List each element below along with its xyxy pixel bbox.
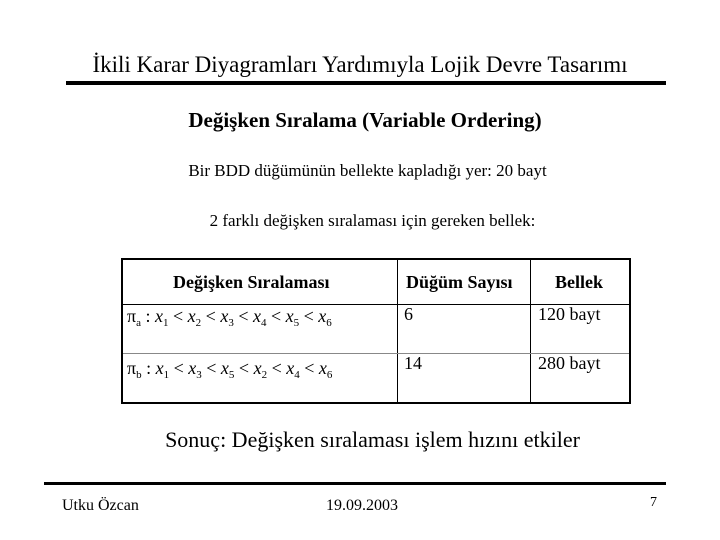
ordering-variable: x: [188, 358, 197, 378]
memory-cell: 280 bayt: [538, 353, 601, 373]
memory-table: [121, 258, 631, 404]
ordering-variable-index: 1: [163, 369, 170, 381]
memory-intro-statement: 2 farklı değişken sıralaması için gereken bellek:: [209, 211, 536, 230]
slide-title: İkili Karar Diyagramları Yardımıyla Lojik Devre Tasarımı: [92, 52, 628, 77]
ordering-less-than: <: [234, 358, 254, 378]
column-header-node-count: Düğüm Sayısı: [406, 271, 513, 292]
ordering-cell: [127, 306, 332, 329]
footer-author: Utku Özcan: [62, 497, 139, 514]
ordering-variable: x: [155, 306, 163, 326]
ordering-less-than: <: [267, 358, 287, 378]
ordering-cell: [127, 358, 332, 381]
ordering-less-than: <: [299, 358, 319, 378]
ordering-variable: x: [253, 358, 262, 378]
ordering-less-than: <: [266, 306, 286, 326]
ordering-variable-index: 6: [326, 369, 333, 381]
ordering-variable: x: [155, 358, 164, 378]
ordering-variable: x: [318, 306, 327, 326]
ordering-pi-symbol: π: [127, 306, 137, 326]
column-header-memory: Bellek: [555, 271, 603, 292]
section-heading: Değişken Sıralama (Variable Ordering): [188, 108, 542, 132]
ordering-less-than: <: [201, 306, 221, 326]
ordering-pi-subscript: a: [136, 317, 141, 329]
conclusion-statement: Sonuç: Değişken sıralaması işlem hızını etkiler: [165, 427, 580, 452]
node-size-statement: Bir BDD düğümünün bellekte kapladığı yer: 20 bayt: [188, 161, 547, 180]
ordering-less-than: <: [168, 306, 188, 326]
page-number: 7: [650, 495, 657, 510]
ordering-variable-index: 3: [228, 317, 234, 329]
ordering-variable: x: [285, 306, 294, 326]
ordering-variable: x: [220, 358, 229, 378]
column-divider: [397, 260, 398, 402]
ordering-variable-index: 2: [261, 369, 268, 381]
header-divider: [66, 81, 666, 85]
ordering-variable-index: 5: [228, 369, 235, 381]
ordering-variable-index: 1: [163, 317, 169, 329]
ordering-pi-symbol: π: [127, 358, 137, 378]
ordering-variable: x: [220, 306, 229, 326]
ordering-variable-index: 4: [294, 369, 300, 381]
column-divider: [530, 260, 531, 402]
ordering-variable-index: 4: [260, 317, 267, 329]
ordering-variable-index: 2: [195, 317, 202, 329]
ordering-less-than: <: [201, 358, 221, 378]
ordering-less-than: <: [169, 358, 189, 378]
ordering-less-than: <: [299, 306, 319, 326]
ordering-variable-index: 6: [326, 317, 332, 329]
ordering-variable: x: [187, 306, 196, 326]
ordering-colon: :: [141, 358, 156, 378]
ordering-variable: x: [286, 358, 295, 378]
ordering-variable: x: [252, 306, 261, 326]
ordering-variable-index: 5: [293, 317, 300, 329]
node-count-cell: 6: [404, 304, 413, 324]
ordering-variable: x: [318, 358, 327, 378]
ordering-colon: :: [140, 306, 155, 326]
footer-date: 19.09.2003: [326, 497, 398, 514]
ordering-less-than: <: [233, 306, 253, 326]
ordering-pi-subscript: b: [136, 369, 142, 381]
column-header-ordering: Değişken Sıralaması: [173, 271, 330, 292]
node-count-cell: 14: [404, 353, 422, 373]
memory-cell: 120 bayt: [538, 304, 601, 324]
ordering-variable-index: 3: [196, 369, 202, 381]
footer-divider: [44, 482, 666, 485]
